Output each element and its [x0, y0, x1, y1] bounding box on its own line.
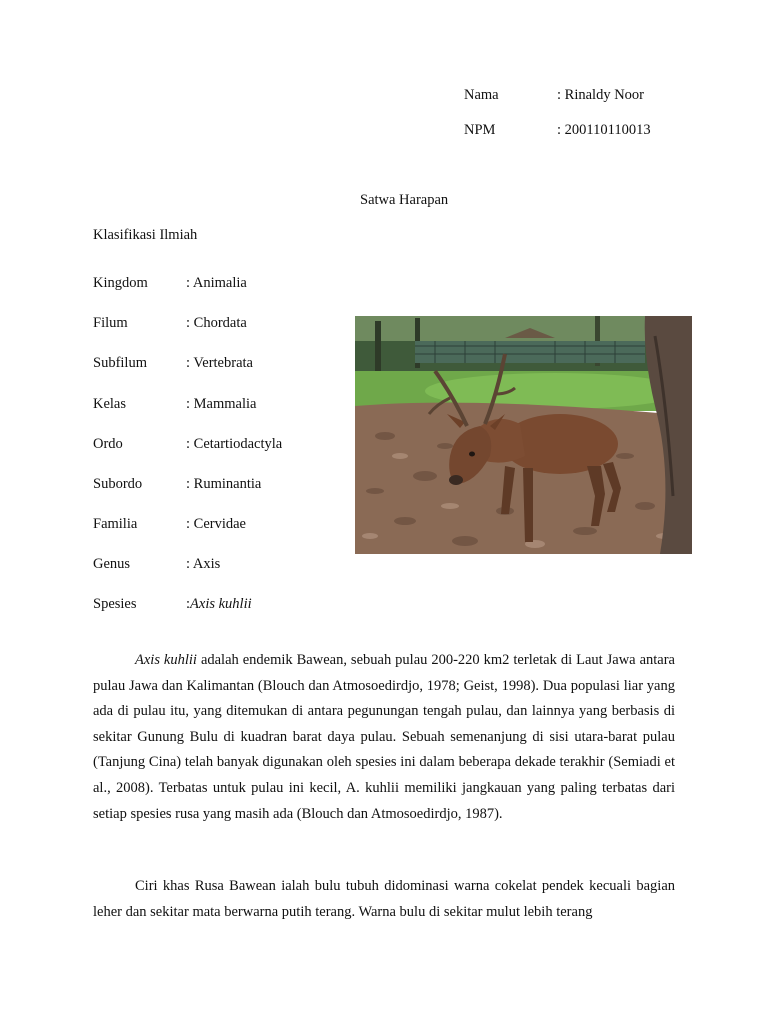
npm-label: NPM [464, 122, 496, 138]
classification-value: : Cetartiodactyla [186, 436, 283, 452]
classification-value [186, 596, 252, 613]
classification-value: : Vertebrata [186, 355, 253, 371]
classification-value: : Animalia [186, 275, 247, 291]
classification-label: Spesies [93, 596, 137, 612]
paragraph-1 [93, 648, 675, 827]
name-value: : Rinaldy Noor [557, 87, 644, 103]
classification-value: : Axis [186, 556, 221, 572]
classification-label: Familia [93, 516, 138, 532]
classification-label: Subfilum [93, 355, 147, 371]
species-name: Axis kuhlii [190, 596, 252, 612]
paragraph-1-text: adalah endemik Bawean, sebuah pulau 200-220 km2 terletak di Laut Jawa antara pulau Jawa dan Kalimantan (Blouch dan Atmosoedirdjo, 1978; Geist, 1998). Dua populasi liar yang ada di pulau itu, yang ditemukan di antara pegunungan tengah pulau, dan lainnya yang berbasis di sekitar Gunung Bulu di kuadran barat daya pulau. Sebuah semenanjung di sisi utara-barat pulau (Tanjung Cina) telah banyak digunakan oleh spesies ini dalam beberapa dekade terakhir (Semiadi et al., 2008). Terbatas untuk pulau ini kecil, A. kuhlii memiliki jangkauan yang paling terbatas dari setiap spesies rusa yang masih ada (Blouch dan Atmosoedirdjo, 1987). [93, 652, 675, 822]
classification-label: Ordo [93, 436, 123, 452]
classification-label: Kelas [93, 396, 127, 412]
colon: : [186, 596, 191, 612]
classification-value: : Cervidae [186, 516, 246, 532]
classification-value: : Ruminantia [186, 476, 262, 492]
section-heading: Klasifikasi Ilmiah [93, 227, 198, 243]
classification-label: Kingdom [93, 275, 148, 291]
classification-value: : Mammalia [186, 396, 257, 412]
deer-photo [355, 316, 692, 554]
page-title: Satwa Harapan [360, 192, 449, 208]
paragraph-2: Ciri khas Rusa Bawean ialah bulu tubuh didominasi warna cokelat pendek kecuali bagian leher dan sekitar mata berwarna putih terang. Warna bulu di sekitar mulut lebih terang [93, 878, 675, 920]
classification-label: Genus [93, 556, 131, 572]
npm-value: : 200110110013 [557, 122, 651, 138]
species-inline: Axis kuhlii [135, 652, 197, 668]
classification-label: Filum [93, 315, 128, 331]
classification-value: : Chordata [186, 315, 247, 331]
classification-label: Subordo [93, 476, 143, 492]
name-label: Nama [464, 87, 499, 103]
